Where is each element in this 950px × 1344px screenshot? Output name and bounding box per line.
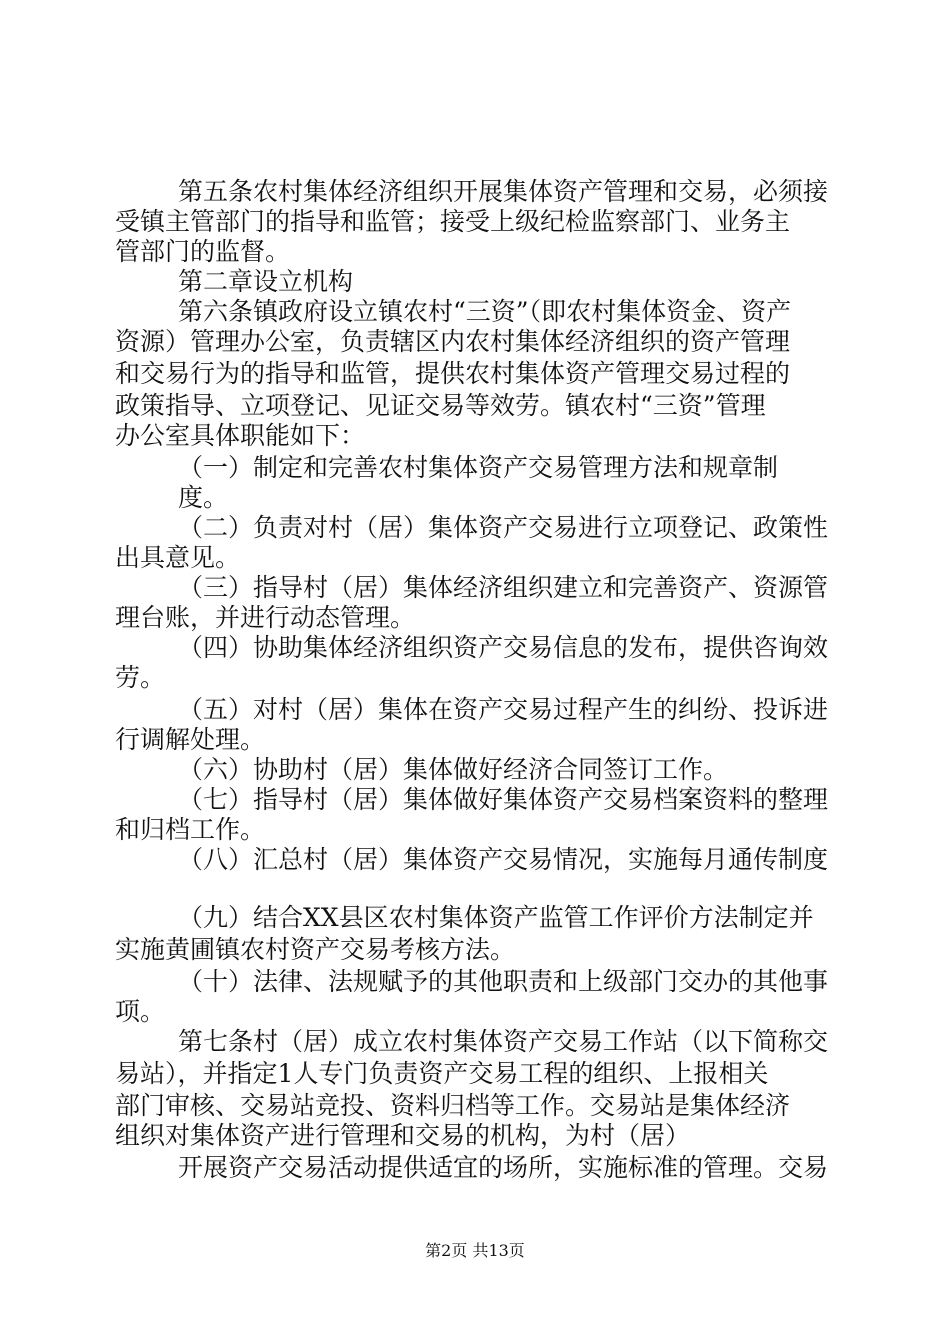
list-item: （五）对村（居）集体在资产交易过程产生的纠纷、投诉进 bbox=[178, 695, 829, 724]
text-line: 组织对集体资产进行管理和交易的机构，为村（居） bbox=[115, 1121, 691, 1150]
text-line: 政策指导、立项登记、见证交易等效劳。镇农村“三资”管理 bbox=[115, 391, 766, 420]
text-line: 度。 bbox=[178, 483, 229, 512]
list-item: （七）指导村（居）集体做好集体资产交易档案资料的整理 bbox=[178, 785, 829, 814]
text-line: 第七条村（居）成立农村集体资产交易工作站（以下简称交 bbox=[178, 1027, 829, 1056]
text-line: 办公室具体职能如下： bbox=[115, 421, 366, 450]
list-item: （九）结合XX县区农村集体资产监管工作评价方法制定并 bbox=[178, 903, 814, 932]
text-line: 实施黄圃镇农村资产交易考核方法。 bbox=[115, 935, 516, 964]
list-item: （十）法律、法规赋予的其他职责和上级部门交办的其他事 bbox=[178, 967, 829, 996]
list-item: （一）制定和完善农村集体资产交易管理方法和规章制 bbox=[178, 453, 779, 482]
text-line: 劳。 bbox=[115, 663, 166, 692]
text-line: 管部门的监督。 bbox=[115, 237, 291, 266]
text-line: 开展资产交易活动提供适宜的场所，实施标准的管理。交易 bbox=[178, 1153, 829, 1182]
text-line: 和交易行为的指导和监管，提供农村集体资产管理交易过程的 bbox=[115, 359, 791, 388]
list-item: （三）指导村（居）集体经济组织建立和完善资产、资源管 bbox=[178, 573, 829, 602]
text-line: 易站），并指定1人专门负责资产交易工程的组织、上报相关 bbox=[115, 1059, 769, 1088]
text-line: 出具意见。 bbox=[115, 543, 241, 572]
list-item: （二）负责对村（居）集体资产交易进行立项登记、政策性 bbox=[178, 513, 829, 542]
text-line: 项。 bbox=[115, 997, 166, 1026]
page-number: 第2页 共13页 bbox=[425, 1241, 525, 1260]
text-line: 行调解处理。 bbox=[115, 725, 266, 754]
text-line: 资源）管理办公室，负责辖区内农村集体经济组织的资产管理 bbox=[115, 327, 791, 356]
text-line: 受镇主管部门的指导和监管；接受上级纪检监察部门、业务主 bbox=[115, 207, 791, 236]
text-line: 第六条镇政府设立镇农村“三资”（即农村集体资金、资产 bbox=[178, 297, 792, 326]
text-line: 第五条农村集体经济组织开展集体资产管理和交易，必须接 bbox=[178, 177, 829, 206]
list-item: （六）协助村（居）集体做好经济合同签订工作。 bbox=[178, 755, 729, 784]
text-line: 部门审核、交易站竞投、资料归档等工作。交易站是集体经济 bbox=[115, 1091, 791, 1120]
text-line: 理台账，并进行动态管理。 bbox=[115, 603, 416, 632]
text-line: 和归档工作。 bbox=[115, 815, 266, 844]
chapter-heading: 第二章设立机构 bbox=[178, 267, 354, 296]
list-item: （四）协助集体经济组织资产交易信息的发布，提供咨询效 bbox=[178, 633, 829, 662]
list-item: （八）汇总村（居）集体资产交易情况，实施每月通传制度 bbox=[178, 845, 829, 874]
